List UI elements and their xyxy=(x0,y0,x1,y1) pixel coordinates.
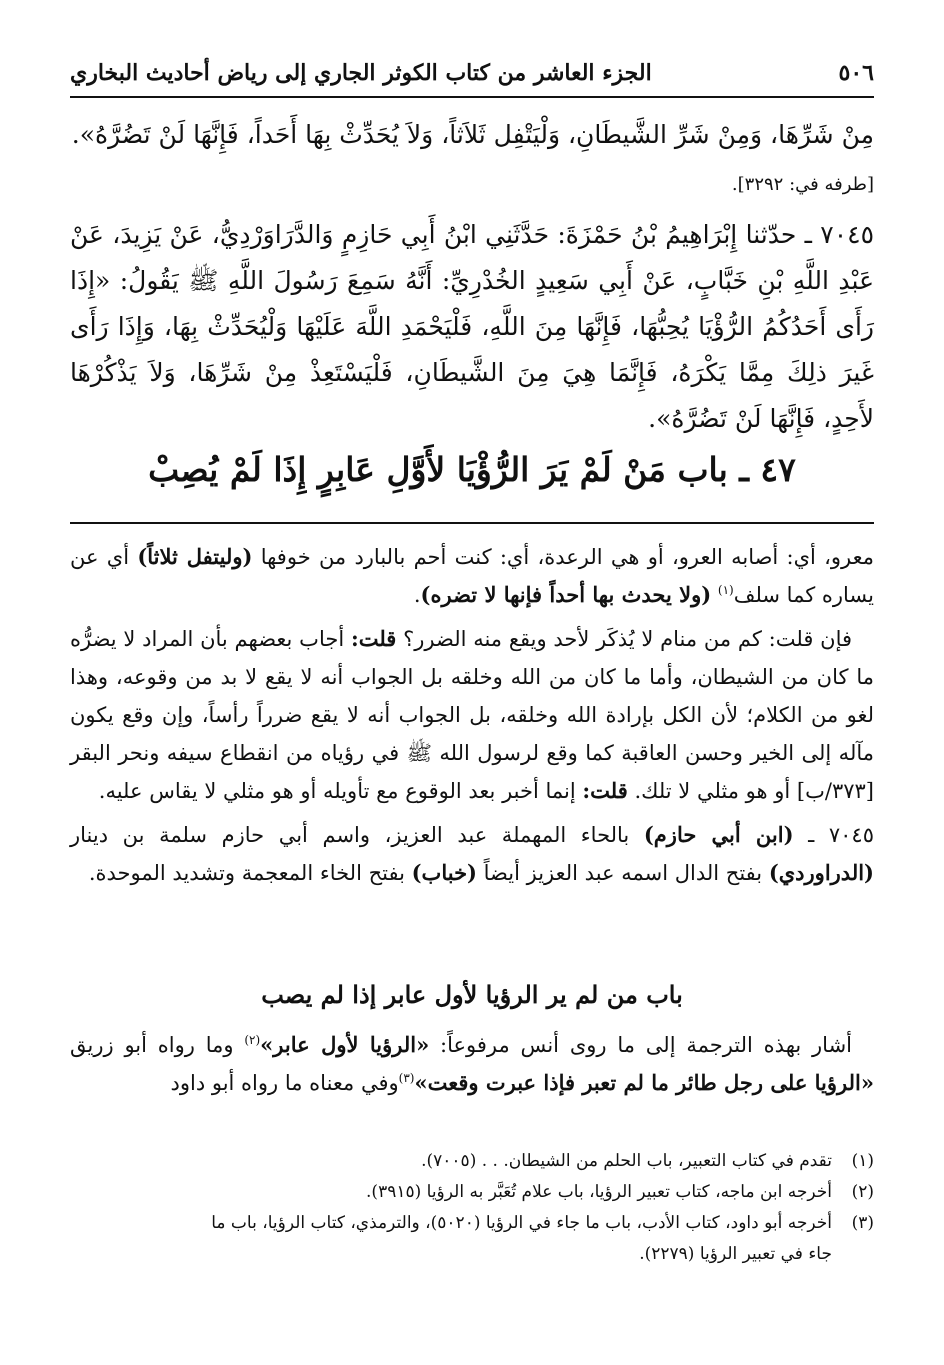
commentary-continued xyxy=(70,1026,874,1102)
quoted-hadith: «الرؤيا على رجل طائر ما لم تعبر فإذا عبرت وقعت» xyxy=(414,1070,874,1095)
footnote-text: أخرجه أبو داود، كتاب الأدب، باب ما جاء في الرؤيا (٥٠٢٠)، والترمذي، كتاب الرؤيا، باب ما xyxy=(211,1213,832,1233)
footnote-number: (٣) xyxy=(851,1213,874,1233)
running-title: الجزء العاشر من كتاب الكوثر الجاري إلى رياض أحاديث البخاري xyxy=(70,60,652,86)
hadith-continuation-text: مِنْ شَرِّهَا، وَمِنْ شَرِّ الشَّيطَانِ، وَلْيَتْفِل ثَلاَثاً، وَلاَ يُحَدِّثْ بِهَا أَحَداً، فَإِنَّهَا لَنْ تَضُرَّهُ». xyxy=(71,120,874,149)
page-header xyxy=(70,56,874,98)
chapter-title: ٤٧ ـ باب مَنْ لَمْ يَرَ الرُّؤْيَا لأَوَّلِ عَابِرٍ إِذَا لَمْ يُصِبْ xyxy=(148,450,796,489)
commentary xyxy=(70,538,874,892)
footnote-text: تقدم في كتاب التعبير، باب الحلم من الشيطان. . . (٧٠٠٥). xyxy=(421,1151,832,1171)
tarafuh-text: [طرفه في: ٣٢٩٢]. xyxy=(731,174,874,195)
comment-text: معرو، أي: أصابه العرو، أو هي الرعدة، أي: كنت أحم بالبارد من خوفها xyxy=(252,545,875,569)
footnote-number: (١) xyxy=(851,1151,874,1171)
comment-text: فإن قلت: كم من منام لا يُذكَر لأحد ويقع منه الضرر؟ xyxy=(396,627,853,651)
quoted-hadith: «الرؤيا لأول عابر» xyxy=(260,1032,430,1057)
commentary-paragraph-3 xyxy=(70,816,874,892)
footnote-3-continuation: جاء في تعبير الرؤيا (٢٢٧٩). xyxy=(639,1244,832,1264)
footnote-marker-3: (٣) xyxy=(398,1071,415,1085)
footnote-marker-1: (١) xyxy=(717,583,734,597)
quoted-phrase: (ابن أبي حازم) xyxy=(643,822,794,847)
hadith-continuation xyxy=(70,112,874,158)
comment-text: وما رواه أبو زريق xyxy=(70,1033,245,1057)
comment-text: بفتح الخاء المعجمة وتشديد الموحدة. xyxy=(88,861,412,885)
comment-text: أي عن يساره كما سلف xyxy=(70,545,874,607)
quoted-phrase: (ولا يحدث بها أحداً فإنها لا تضره) xyxy=(420,582,712,607)
comment-text: بفتح الدال اسمه عبد العزيز أيضاً xyxy=(476,861,769,885)
hadith-7045 xyxy=(70,212,874,442)
comment-text: أشار بهذه الترجمة إلى ما روى أنس مرفوعاً: xyxy=(429,1033,853,1057)
quoted-phrase: (الدراوردي) xyxy=(768,860,874,885)
footnote-2 xyxy=(70,1177,874,1208)
section-divider xyxy=(70,522,874,524)
comment-text: إنما أخبر بعد الوقوع مع تأويله أو هو مثلي لا يقاس عليه. xyxy=(98,779,583,803)
footnote-text: أخرجه ابن ماجه، كتاب تعبير الرؤيا، باب علام تُعَبَّر به الرؤيا (٣٩١٥). xyxy=(366,1182,832,1202)
hadith-number: ٧٠٤٥ ـ xyxy=(793,823,874,847)
footnotes xyxy=(70,1146,874,1270)
hadith-7045-text: ٧٠٤٥ ـ حدّثنا إِبْرَاهِيمُ بْنُ حَمْزَةَ: حَدَّثَنِي ابْنُ أَبِي حَازِمٍ وَالدَّرَاوَرْدِيُّ، عَنْ يَزِيدَ، عَنْ عَبْدِ اللَّهِ بْنِ خَبَّابٍ، عَنْ أَبِي سَعِيدٍ الخُدْرِيِّ: أَنَّهُ سَمِعَ رَسُولَ اللَّهِ ﷺ يَقُولُ: «إِذَا رَأَى أَحَدُكُمُ الرُّؤْيَا يُحِبُّهَا، فَإِنَّهَا مِنَ اللَّهِ، فَلْيَحْمَدِ اللَّهَ عَلَيْهَا وَلْيُحَدِّثْ بِهَا، وَإِذَا رَأَى غَيرَ ذلِكَ مِمَّا يَكْرَهُ، فَإِنَّمَا هِيَ مِنَ الشَّيطَانِ، فَلْيَسْتَعِذْ مِنْ شَرِّهَا، وَلاَ يَذْكُرْهَا لأَحِدٍ، فَإِنَّهَا لَنْ تَضُرَّهُ». xyxy=(70,220,874,433)
footnote-3 xyxy=(70,1208,874,1239)
comment-text xyxy=(711,583,718,607)
commentary-paragraph-2 xyxy=(70,620,874,810)
qultu-label: قلت: xyxy=(582,778,628,803)
comment-text: أجاب بعضهم بأن المراد لا يضرُّه ما كان من الشيطان، وأما ما كان من الله وخلقه بل الجواب أنه لا يقع لا بد من وقوعه، وهذا لغو من الكلام؛ لأن الكل بإرادة الله وخلقه، بل الجواب أنه لا يقع ضرراً رأساً، وإن وقع يكون مآله إلى الخير وحسن العاقبة كما وقع لرسول الله ﷺ في رؤياه من انقطاع سيفه ونحر البقر [٣٧٣/ب] أو هو مثلي لا تلك. xyxy=(70,627,874,803)
comment-text: وفي معناه ما رواه أبو داود xyxy=(170,1071,399,1095)
quoted-phrase: (وليتفل ثلاثاً) xyxy=(137,544,253,569)
comment-text: بالحاء المهملة عبد العزيز، واسم أبي حازم سلمة بن دينار xyxy=(70,823,644,847)
footnote-number: (٢) xyxy=(851,1182,874,1202)
footnote-1 xyxy=(70,1146,874,1177)
quoted-phrase: (خباب) xyxy=(411,860,477,885)
page-number: ٥٠٦ xyxy=(838,60,874,86)
tarafuh-reference xyxy=(70,170,874,200)
footnote-marker-2: (٢) xyxy=(244,1033,261,1047)
commentary-paragraph-4 xyxy=(70,1026,874,1102)
commentary-paragraph-1 xyxy=(70,538,874,614)
comment-text: . xyxy=(413,583,421,607)
qultu-label: قلت: xyxy=(350,626,397,651)
chapter-title-repeat: باب من لم ير الرؤيا لأول عابر إذا لم يصب xyxy=(261,980,683,1009)
